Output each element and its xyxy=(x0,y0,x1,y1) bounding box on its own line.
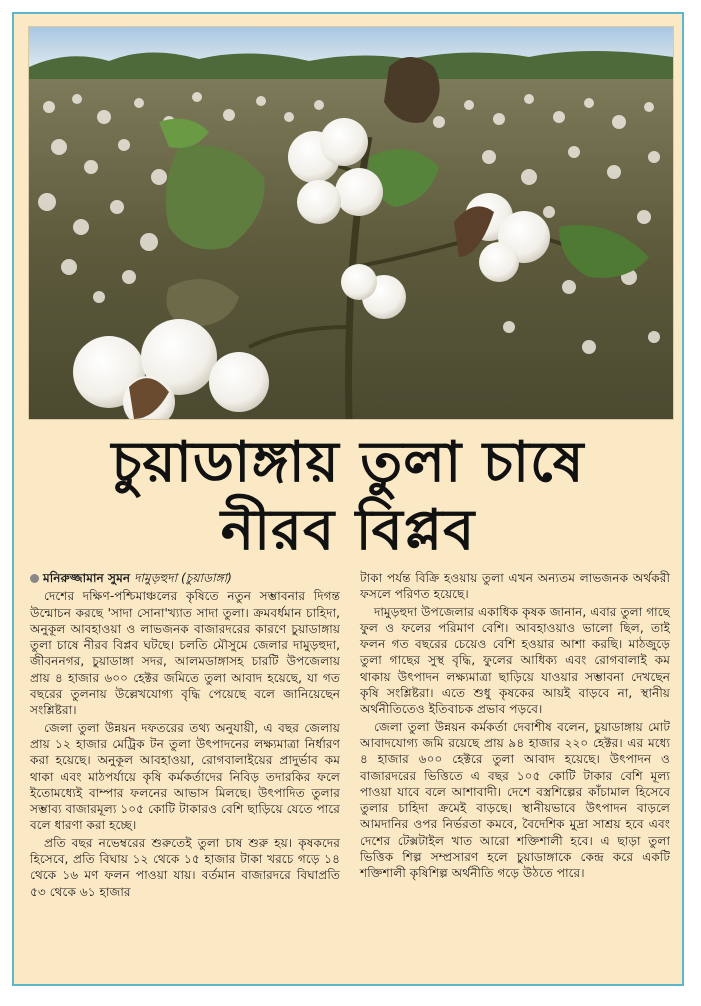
bullet-dot-icon xyxy=(30,574,39,583)
headline-line-2: নীরব বিপ্লব xyxy=(220,498,476,563)
byline-location: দামুড়হুদা (চুয়াডাঙ্গা) xyxy=(134,571,232,585)
paragraph: জেলা তুলা উন্নয়ন দফতরের তথ্য অনুযায়ী, এ বছর জেলায় প্রায় ১২ হাজার মেট্রিক টন তুলা উৎপাদনের লক্ষ্যমাত্রা নির্ধারণ করা হয়েছে। অনুকূল আবহাওয়া, রোগবালাইয়ের প্রাদুর্ভাব কম থাকা এবং মাঠপর্যায়ে কৃষি কর্মকর্তাদের নিবিড় তদারকির ফলে ইতোমধ্যেই বাম্পার ফলনের আভাস মিলছে। উৎপাদিত তুলার সম্ভাব্য বাজারমূল্য ১০৫ কোটি টাকারও বেশি ছাড়িয়ে যেতে পারে বলে ধারণা করা হচ্ছে। xyxy=(30,720,340,833)
right-column xyxy=(360,570,670,975)
news-clipping xyxy=(12,12,684,986)
article-body xyxy=(30,570,670,975)
byline xyxy=(30,570,340,586)
paragraph: দামুড়হুদা উপজেলার একাধিক কৃষক জানান, এবার তুলা গাছে ফুল ও ফলের পরিমাণ বেশি। আবহাওয়াও ভালো ছিল, তাই ফলন গত বছরের চেয়েও বেশি হওয়ার আশা করছি। মাঠজুড়ে তুলা গাছের সুস্থ বৃদ্ধি, ফুলের আধিক্য এবং রোগবালাই কম থাকায় উৎপাদন লক্ষ্যমাত্রা ছাড়িয়ে যাওয়ার সম্ভাবনা দেখছেন কৃষি সংশ্লিষ্টরা। এতে শুধু কৃষকের আয়ই বাড়বে না, স্থানীয় অর্থনীতিতেও ইতিবাচক প্রভাব পড়বে। xyxy=(360,604,670,717)
cotton-field-photo xyxy=(28,26,674,420)
headline-line-1: চুয়াডাঙ্গায় তুলা চাষে xyxy=(111,430,585,495)
cotton-field-illustration xyxy=(29,27,673,419)
paragraph: জেলা তুলা উন্নয়ন কর্মকর্তা দেবাশীষ বলেন, চুয়াডাঙ্গায় মোট আবাদযোগ্য জমি রয়েছে প্রায় ৯৪ হাজার ২২০ হেক্টর। এর মধ্যে ৪ হাজার ৬০০ হেক্টরে তুলা আবাদ হয়েছে। উৎপাদন ও বাজারদরের ভিত্তিতে এ বছর ১০৫ কোটি টাকার বেশি মূল্য পাওয়া যাবে বলে আশাবাদী। দেশে বস্ত্রশিল্পের কাঁচামাল হিসেবে তুলার চাহিদা ক্রমেই বাড়ছে। স্থানীয়ভাবে উৎপাদন বাড়লে আমদানির ওপর নির্ভরতা কমবে, বৈদেশিক মুদ্রা সাশ্রয় হবে এবং দেশের টেক্সটাইল খাত আরো শক্তিশালী হবে। এ ছাড়া তুলা ভিত্তিক শিল্প সম্প্রসারণ হলে চুয়াডাঙ্গাকে কেন্দ্র করে একটি শক্তিশালী কৃষিশিল্প অর্থনীতি গড়ে উঠতে পারে। xyxy=(360,719,670,881)
paragraph: টাকা পর্যন্ত বিক্রি হওয়ায় তুলা এখন অন্যতম লাভজনক অর্থকরী ফসলে পরিণত হয়েছে। xyxy=(360,571,670,602)
author-name: মনিরুজ্জামান সুমন xyxy=(43,571,131,585)
left-column xyxy=(30,570,340,975)
paragraph: প্রতি বছর নভেম্বরের শুরুতেই তুলা চাষ শুরু হয়। কৃষকদের হিসেবে, প্রতি বিঘায় ১২ থেকে ১৫ হাজার টাকা খরচে গড়ে ১৪ থেকে ১৬ মণ ফলন পাওয়া যায়। বর্তমান বাজারদরে বিঘাপ্রতি ৫৩ থেকে ৬১ হাজার xyxy=(30,835,340,899)
paragraph: দেশের দক্ষিণ-পশ্চিমাঞ্চলের কৃষিতে নতুন সম্ভাবনার দিগন্ত উন্মোচন করছে 'সাদা সোনা'খ্যাত সাদা তুলা। ক্রমবর্ধমান চাহিদা, অনুকূল আবহাওয়া ও লাভজনক বাজারদরের কারণে চুয়াডাঙ্গায় তুলা চাষে নীরব বিপ্লব ঘটছে। চলতি মৌসুমে জেলার দামুড়হুদা, জীবননগর, চুয়াডাঙ্গা সদর, আলমডাঙ্গাসহ চারটি উপজেলায় প্রায় ৪ হাজার ৬০০ হেক্টর জমিতে তুলা আবাদ হয়েছে, যা গত বছরের তুলনায় উল্লেখযোগ্য বৃদ্ধি পেয়েছে বলে জানিয়েছেন সংশ্লিষ্টরা। xyxy=(30,589,340,718)
